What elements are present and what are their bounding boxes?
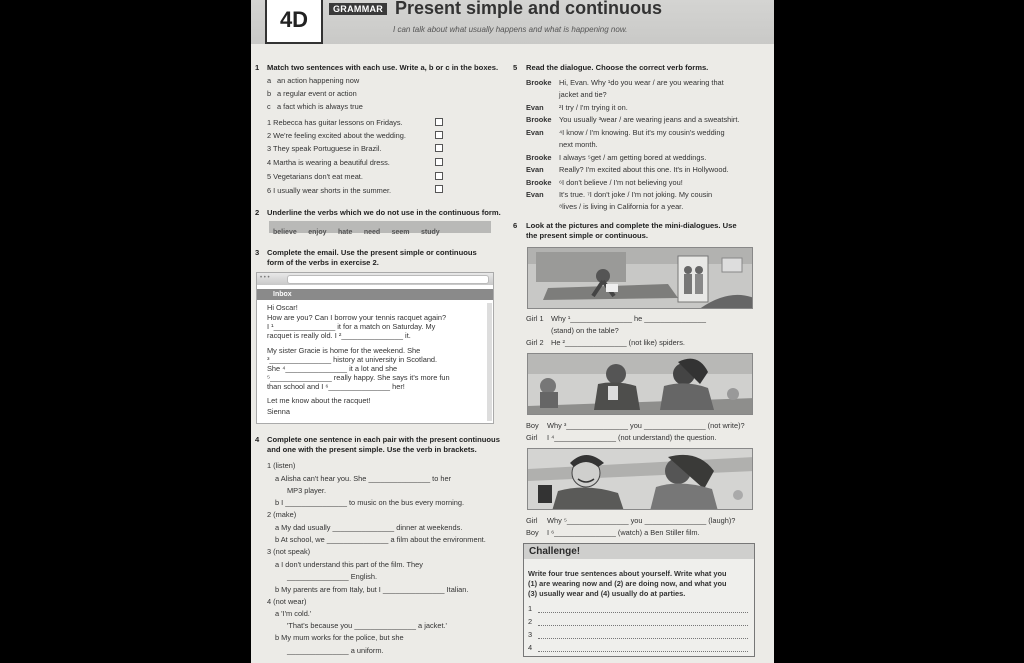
dialogue-line: He ²_______________ (not like) spiders. [551,338,685,347]
page-title: Present simple and continuous [395,0,663,18]
ex4-line: a I don't understand this part of the film. They [275,560,423,569]
dialogue-speaker: Evan [526,165,544,174]
dialogue-line: Why ⁵_______________ you _______________ (laugh)? [547,516,736,525]
dialogue-speaker: Girl [526,516,538,525]
ex1-item: 6 I usually wear shorts in the summer. [267,186,392,195]
verb-word[interactable]: hate [337,229,353,236]
window-controls[interactable]: • • • [260,275,270,281]
email-scrollbar[interactable] [487,303,492,421]
dialogue-speaker: Brooke [526,115,552,124]
ex4-line: b My mum works for the police, but she [275,633,404,642]
answer-line[interactable] [538,651,748,652]
ex1-item: 3 They speak Portuguese in Brazil. [267,144,382,153]
dialogue-speaker: Girl 2 [526,338,544,347]
ex1-item: 4 Martha is wearing a beautiful dress. [267,158,390,167]
email-line: Sienna [267,407,291,416]
inbox-bar [257,289,493,300]
ex1-use-letter: b [267,89,272,98]
picture-classroom [527,353,753,415]
ex3-instruction: form of the verbs in exercise 2. [267,258,379,267]
answer-line[interactable] [538,625,748,626]
dialogue-speaker: Evan [526,190,544,199]
page-header [251,0,774,44]
ex1-use-text: an action happening now [277,76,360,85]
answer-number: 1 [528,604,533,613]
ex1-use-text: a fact which is always true [277,102,363,111]
email-line: How are you? Can I borrow your tennis racquet again? [267,313,447,322]
email-line: She ⁴_______________ it a lot and she [267,364,398,373]
dialogue-line: You usually ³wear / are wearing jeans and a sweatshirt. [559,115,740,124]
page-subtitle: I can talk about what usually happens and what is happening now. [393,25,628,34]
ex4-instruction: and one with the present simple. Use the verb in brackets. [267,445,477,454]
dialogue-line: ⁶I don't believe / I'm not believing you! [559,178,683,187]
ex1-number: 1 [255,63,260,72]
ex1-use-letter: c [267,102,271,111]
dialogue-line: Hi, Evan. Why ¹do you wear / are you wearing that [559,78,724,87]
challenge-title: Challenge! [524,544,754,559]
challenge-line: (1) are wearing now and (2) are doing now, and what you [528,579,727,588]
ex1-item: 2 We're feeling excited about the wedding. [267,131,406,140]
picture-spider-table [527,247,753,309]
ex1-use-letter: a [267,76,272,85]
ex1-item: 1 Rebecca has guitar lessons on Fridays. [267,118,403,127]
ex4-line: a 'I'm cold.' [275,609,312,618]
verb-word[interactable]: seem [391,229,410,236]
ex6-number: 6 [513,221,518,230]
verb-word[interactable]: study [420,229,440,236]
dialogue-speaker: Boy [526,528,539,537]
ex4-line: b At school, we _______________ a film about the environment. [275,535,486,544]
challenge-line: Write four true sentences about yourself. Write what you [528,569,727,578]
ex4-line: a My dad usually _______________ dinner at weekends. [275,523,463,532]
dialogue-speaker: Brooke [526,78,552,87]
ex4-line: 1 (listen) [267,461,296,470]
ex2-instruction: Underline the verbs which we do not use in the continuous form. [267,208,501,217]
ex1-item: 5 Vegetarians don't eat meat. [267,172,363,181]
dialogue-line: I ⁴_______________ (not understand) the question. [547,433,717,442]
ex4-line: 'That's because you _______________ a jacket.' [287,621,447,630]
email-line: My sister Gracie is home for the weekend. She [267,346,421,355]
answer-box[interactable] [435,131,443,139]
picture-laughing-boy [527,448,753,510]
grammar-tag: GRAMMAR [329,3,387,15]
ex4-line: a Alisha can't hear you. She _______________ to her [275,474,452,483]
email-line: than school and I ⁶_______________ her! [267,382,405,391]
dialogue-line: Really? I'm excited about this one. It's in Hollywood. [559,165,729,174]
ex1-instruction: Match two sentences with each use. Write a, b or c in the boxes. [267,63,499,72]
dialogue-line: Why ¹_______________ he _______________ [551,314,706,323]
dialogue-line: ²I try / I'm trying it on. [559,103,628,112]
address-bar[interactable] [287,275,489,284]
ex2-number: 2 [255,208,260,217]
challenge-box [523,543,755,657]
answer-box[interactable] [435,185,443,193]
ex4-line: MP3 player. [287,486,327,495]
ex4-line: 2 (make) [267,510,297,519]
answer-box[interactable] [435,118,443,126]
verb-word[interactable]: need [363,229,381,236]
dialogue-speaker: Boy [526,421,539,430]
answer-line[interactable] [538,638,748,639]
workbook-page [251,0,774,663]
dialogue-line: jacket and tie? [559,90,607,99]
ex6-instruction: the present simple or continuous. [526,231,648,240]
ex3-number: 3 [255,248,260,257]
email-window [256,272,494,424]
email-line: racquet is really old. I ²_______________ it. [267,331,411,340]
email-line: Hi Oscar! [267,303,298,312]
challenge-line: (3) usually wear and (4) usually do at parties. [528,589,686,598]
dialogue-line: I always ⁵get / am getting bored at weddings. [559,153,707,162]
email-line: I ¹_______________ it for a match on Saturday. My [267,322,436,331]
dialogue-speaker: Brooke [526,153,552,162]
ex3-instruction: Complete the email. Use the present simple or continuous [267,248,477,257]
email-line: ⁵_______________ really happy. She says it's more fun [267,373,450,382]
email-line: Let me know about the racquet! [267,396,371,405]
ex6-instruction: Look at the pictures and complete the mini-dialogues. Use [526,221,737,230]
ex4-number: 4 [255,435,260,444]
verb-word[interactable]: believe [273,229,297,236]
inbox-label[interactable]: Inbox [273,291,292,298]
answer-number: 3 [528,630,533,639]
dialogue-speaker: Evan [526,128,544,137]
answer-line[interactable] [538,612,748,613]
answer-box[interactable] [435,158,443,166]
ex4-instruction: Complete one sentence in each pair with the present continuous [267,435,500,444]
dialogue-line: I ⁶_______________ (watch) a Ben Stiller film. [547,528,700,537]
ex4-line: _______________ a uniform. [287,646,384,655]
dialogue-line: ⁸lives / is living in California for a year. [559,202,684,211]
verb-list [269,221,491,236]
verb-word[interactable]: enjoy [308,229,327,236]
answer-number: 2 [528,617,533,626]
dialogue-line: (stand) on the table? [551,326,619,335]
answer-box[interactable] [435,172,443,180]
ex4-line: b My parents are from Italy, but I _______________ Italian. [275,585,469,594]
answer-box[interactable] [435,144,443,152]
ex4-line: 4 (not wear) [267,597,307,606]
dialogue-line: ⁴I know / I'm knowing. But it's my cousin's wedding [559,128,725,137]
dialogue-speaker: Brooke [526,178,552,187]
dialogue-line: It's true. ⁷I don't joke / I'm not joking. My cousin [559,190,713,199]
ex4-line: b I _______________ to music on the bus every morning. [275,498,464,507]
ex5-instruction: Read the dialogue. Choose the correct verb forms. [526,63,709,72]
email-line: ³_______________ history at university in Scotland. [267,355,438,364]
ex4-line: _______________ English. [287,572,378,581]
ex4-line: 3 (not speak) [267,547,311,556]
ex5-number: 5 [513,63,518,72]
unit-number: 4D [265,0,323,44]
email-titlebar [257,273,493,285]
dialogue-speaker: Girl [526,433,538,442]
answer-number: 4 [528,643,533,652]
dialogue-line: Why ³_______________ you _______________ (not write)? [547,421,745,430]
dialogue-speaker: Evan [526,103,544,112]
ex1-use-text: a regular event or action [277,89,357,98]
dialogue-speaker: Girl 1 [526,314,544,323]
dialogue-line: next month. [559,140,598,149]
